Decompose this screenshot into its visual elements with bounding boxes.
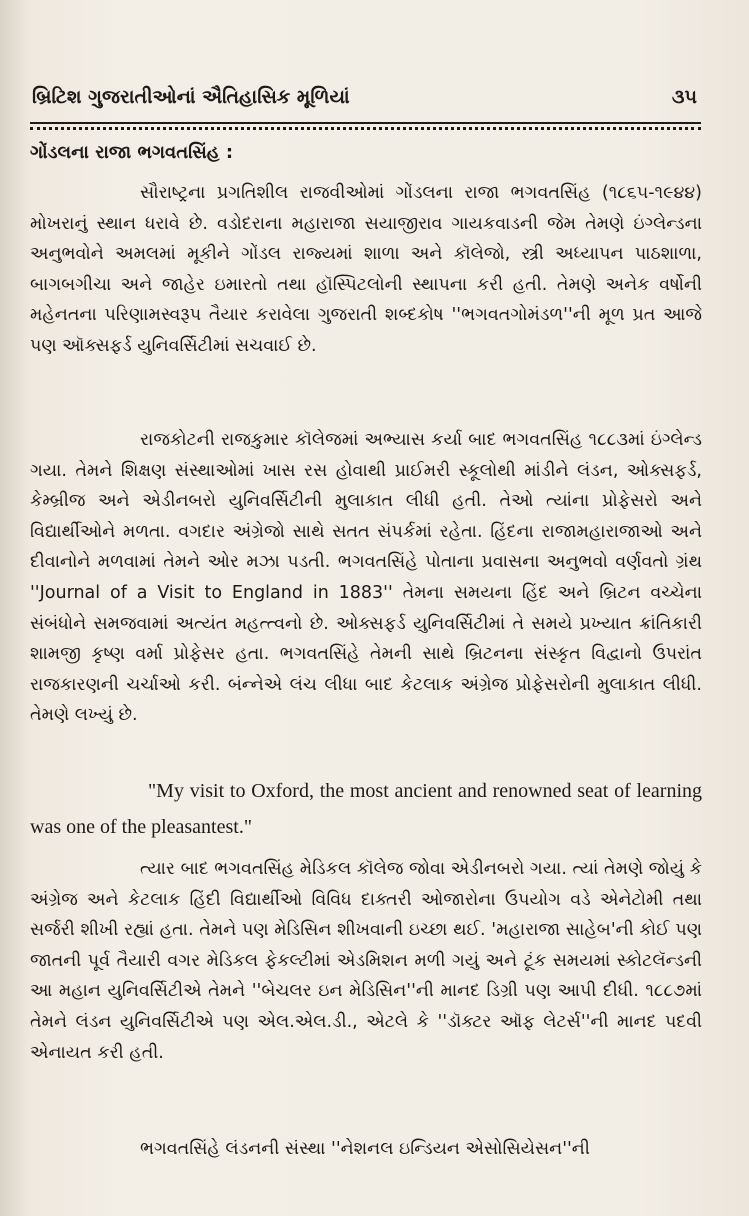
section-heading: ગોંડલના રાજા ભગવતસિંહ : bbox=[30, 142, 234, 163]
running-head bbox=[32, 86, 697, 116]
header-rule-solid bbox=[30, 122, 701, 124]
header-rule-dotted bbox=[30, 127, 701, 130]
paragraph-3: ત્યાર બાદ ભગવતસિંહ મેડિકલ કૉલેજ જોવા એડીનબરો ગયા. ત્યાં તેમણે જોયું કે અંગ્રેજ અને કેટલાક હિંદી વિદ્યાર્થીઓ વિવિધ દાક્તરી ઓજારોના ઉપયોગ વડે એનેટોમી તથા સર્જરી શીખી રહ્યાં હતા. તેમને પણ મેડિસિન શીખવાની ઇચ્છા થઈ. 'મહારાજા સાહેબ'ની કોઈ પણ જાતની પૂર્વ તૈયારી વગર મેડિકલ ફેકલ્ટીમાં એડમિશન મળી ગયું અને ટૂંક સમયમાં સ્કોટલૅન્ડની આ મહાન યુનિવર્સિટીએ તેમને ''બેચલર ઇન મેડિસિન''ની માનદ ડિગ્રી પણ આપી દીધી. ૧૮૮૭માં તેમને લંડન યુનિવર્સિટીએ પણ એલ.એલ.ડી., એટલે કે ''ડૉક્ટર ઑફ લેટર્સ''ની માનદ પદવી એનાયત કરી હતી. bbox=[30, 859, 702, 1063]
header-rule bbox=[30, 122, 701, 132]
english-quote: "My visit to Oxford, the most ancient and renowned seat of learning was one of the pleasantest." bbox=[30, 780, 702, 838]
page-number: ૩૫ bbox=[671, 86, 697, 108]
paragraph-1: સૌરાષ્ટ્રના પ્રગતિશીલ રાજવીઓમાં ગોંડલના રાજા ભગવતસિંહ (૧૮૬૫-૧૯૪૪) મોખરાનું સ્થાન ધરાવે છે. વડોદરાના મહારાજા સયાજીરાવ ગાયકવાડની જેમ તેમણે ઇંગ્લેન્ડના અનુભવોને અમલમાં મૂકીને ગોંડલ રાજ્યમાં શાળા અને કૉલેજો, સ્ત્રી અધ્યાપન પાઠશાળા, બાગબગીચા અને જાહેર ઇમારતો તથા હૉસ્પિટલોની સ્થાપના કરી હતી. તેમણે અનેક વર્ષોની મહેનતના પરિણામસ્વરૂપ તૈયાર કરાવેલા ગુજરાતી શબ્દકોષ ''ભગવતગોમંડળ''ની મૂળ પ્રત આજે પણ ઑક્સફર્ડ યુનિવર્સિટીમાં સચવાઈ છે. bbox=[30, 183, 702, 356]
paragraph-2: રાજકોટની રાજકુમાર કૉલેજમાં અભ્યાસ કર્યા બાદ ભગવતસિંહ ૧૮૮૩માં ઇંગ્લેન્ડ ગયા. તેમને શિક્ષણ સંસ્થાઓમાં ખાસ રસ હોવાથી પ્રાઈમરી સ્કૂલોથી માંડીને લંડન, ઓક્સફર્ડ, કેમ્બ્રીજ અને એડીનબરો યુનિવર્સિટીની મુલાકાત લીધી હતી. તેઓ ત્યાંના પ્રોફેસરો અને વિદ્યાર્થીઓને મળતા. વગદાર અંગ્રેજો સાથે સતત સંપર્કમાં રહેતા. હિંદના રાજામહારાજાઓ અને દીવાનોને મળવામાં તેમને ઓર મઝા પડતી. ભગવતસિંહે પોતાના પ્રવાસના અનુભવો વર્ણવતો ગ્રંથ ''Journal of a Visit to England in 1883'' તેમના સમયના હિંદ અને બ્રિટન વચ્ચેના સંબંધોને સમજવામાં અત્યંત મહત્ત્વનો છે. ઓક્સફર્ડ યુનિવર્સિટીમાં તે સમયે પ્રખ્યાત ક્રાંતિકારી શામજી કૃષ્ણ વર્મા પ્રોફેસર હતા. ભગવતસિંહે તેમની સાથે બ્રિટનના સંસ્કૃત વિદ્વાનો ઉપરાંત રાજકારણની ચર્ચાઓ કરી. બંન્નેએ લંચ લીધા બાદ કેટલાક અંગ્રેજ પ્રોફેસરોની મુલાકાત લીધી. તેમણે લખ્યું છે. bbox=[30, 430, 702, 726]
paragraph-4: ભગવતસિંહે લંડનની સંસ્થા ''નેશનલ ઇન્ડિયન એસોસિયેસન''ની bbox=[140, 1139, 590, 1159]
running-head-title: બ્રિટિશ ગુજરાતીઓનાં ઐતિહાસિક મૂળિયાં bbox=[32, 86, 350, 108]
